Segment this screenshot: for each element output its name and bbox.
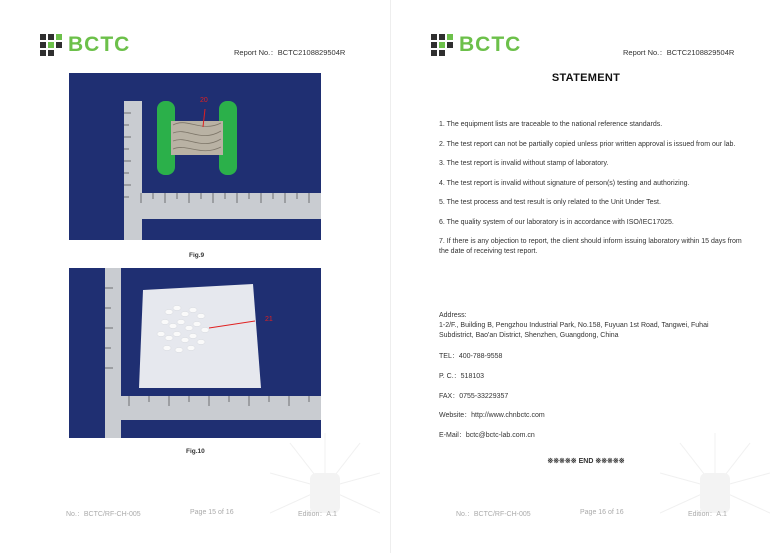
tel-line: TEL：400-788-9558 bbox=[439, 353, 503, 360]
brand-name: BCTC bbox=[68, 33, 131, 56]
statement-item: 4. The test report is invalid without signature of person(s) testing and authorizing. bbox=[439, 179, 690, 187]
fig10-caption: Fig.10 bbox=[186, 448, 205, 455]
footer-page-number: Page 15 of 16 bbox=[190, 509, 234, 516]
statement-list bbox=[439, 120, 744, 266]
fig10-photo bbox=[69, 268, 321, 438]
brand-name: BCTC bbox=[459, 33, 522, 56]
bctc-logo-icon bbox=[40, 34, 62, 56]
bctc-logo bbox=[40, 33, 130, 57]
bctc-logo-icon bbox=[431, 34, 453, 56]
postcode-line: P. C.：518103 bbox=[439, 373, 485, 380]
fig9-marker-label: 20 bbox=[200, 97, 208, 104]
address-label: Address: bbox=[439, 312, 467, 319]
fax-line: FAX：0755-33229357 bbox=[439, 393, 509, 400]
statement-item: 2. The test report can not be partially copied unless prior written approval is issued from our lab. bbox=[439, 140, 736, 148]
fig9-caption: Fig.9 bbox=[189, 252, 205, 259]
statement-item: 3. The test report is invalid without stamp of laboratory. bbox=[439, 160, 609, 167]
statement-item: 7. If there is any objection to report, the client should inform issuing laboratory within 15 days from the date of receiving test report. bbox=[439, 238, 742, 255]
end-marker: ※※※※※ END ※※※※※ bbox=[547, 458, 625, 465]
footer-edition: Edition：A.1 bbox=[688, 511, 727, 518]
report-number: Report No.：BCTC2108829504R bbox=[234, 48, 346, 57]
report-page-16 bbox=[390, 0, 780, 553]
address-text: 1-2/F., Building B, Pengzhou Industrial Park, No.158, Fuyuan 1st Road, Tangwei, Fuhai Subdistrict, Bao'an District, Shenzhen, Guangdong, China bbox=[439, 322, 709, 339]
footer-doc-number: No.：BCTC/RF-CH-005 bbox=[456, 511, 531, 518]
statement-item: 5. The test process and test result is only related to the Unit Under Test. bbox=[439, 199, 661, 206]
fig10-marker-label: 21 bbox=[265, 316, 273, 323]
website-link[interactable]: Website：http://www.chnbctc.com bbox=[439, 412, 545, 419]
statement-item: 1. The equipment lists are traceable to the national reference standards. bbox=[439, 121, 663, 128]
email-link[interactable]: E-Mail：bctc@bctc-lab.com.cn bbox=[439, 432, 535, 439]
fig9-photo bbox=[69, 73, 321, 240]
footer-doc-number: No.：BCTC/RF-CH-005 bbox=[66, 511, 141, 518]
statement-item: 6. The quality system of our laboratory is in accordance with ISO/IEC17025. bbox=[439, 218, 674, 226]
footer-edition: Edition：A.1 bbox=[298, 511, 337, 518]
bctc-watermark-icon bbox=[660, 433, 770, 543]
bctc-watermark-icon bbox=[270, 433, 380, 543]
footer-page-number: Page 16 of 16 bbox=[580, 509, 624, 516]
report-number: Report No.：BCTC2108829504R bbox=[623, 48, 735, 57]
bctc-logo bbox=[431, 33, 521, 57]
statement-title: STATEMENT bbox=[551, 72, 621, 84]
